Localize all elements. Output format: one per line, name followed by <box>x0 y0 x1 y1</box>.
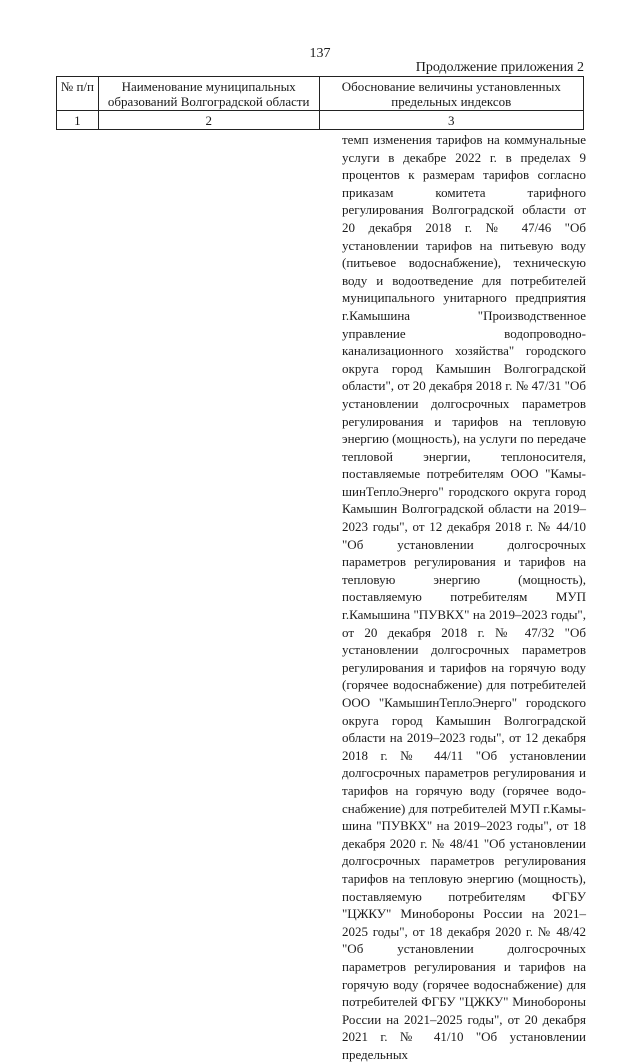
column-number-2: 2 <box>98 111 319 130</box>
header-justification: Обоснование величины установленных предельных индексов <box>319 77 583 111</box>
table-header-row <box>57 77 584 111</box>
header-number: № п/п <box>57 77 99 111</box>
header-table <box>56 76 584 130</box>
continuation-label: Продолжение приложения 2 <box>415 60 584 75</box>
page-number: 137 <box>309 46 331 61</box>
header-municipality: Наименование муниципальных образований Волгоградской области <box>98 77 319 111</box>
justification-text: темп изменения тарифов на коммунальные услуги в декабре 2022 г. в пределах 9 процентов к размерам тарифов согласно приказам комитета тарифного регулирования Волгоградской области от 20 декабря 2018 г. № 47/46 "Об установлении тарифов на питьевую воду (питьевое водоснабжение), техническую воду и водоотведение для потребителей муниципального унитарного предприятия г.Камышина "Производственное управление водопроводно-канализационного хозяйства" городского округа город Камышин Волгоградской области", от 20 декабря 2018 г. № 47/31 "Об установлении долгосрочных параметров регулирования и тарифов на тепловую энергию (мощность), на услуги по передаче тепловой энергии, теплоносителя, поставляемые потребителям ООО "КамышинТеплоЭнерго" городского округа город Камышин Волгоградской области на 2019–2023 годы", от 12 декабря 2018 г. № 44/10 "Об установлении долгосрочных параметров регулирования и тарифов на тепловую энергию (мощность), поставляемую потребителям МУП г.Камышина "ПУВКХ" на 2019–2023 годы", от 20 декабря 2018 г. № 47/32 "Об установлении долгосрочных параметров регулирования и тарифов на горячую воду (горячее водоснабжение) для потребителей ООО "КамышинТеплоЭнерго" городского округа город Камышин Волгоградской области на 2019–2023 годы", от 12 декабря 2018 г. № 44/11 "Об установлении долгосрочных параметров регулирования и тарифов на горячую воду (горячее водоснабжение) для потребителей МУП г.Камышина "ПУВКХ" на 2019–2023 годы", от 18 декабря 2020 г. № 48/41 "Об установлении долгосрочных параметров регулирования тарифов на тепловую энергию (мощность), поставляемую потребителям ФГБУ "ЦЖКУ" Минобороны России на 2021–2025 годы", от 18 декабря 2020 г. № 48/42 "Об установлении долгосрочных параметров регулирования и тарифов на горячую воду (горячее водоснабжение) для потребителей ФГБУ "ЦЖКУ" Минобороны России на 2021–2025 годы", от 20 декабря 2021 г. № 41/10 "Об установлении предельных <box>342 132 586 1062</box>
column-number-3: 3 <box>319 111 583 130</box>
table-number-row <box>57 111 584 130</box>
column-number-1: 1 <box>57 111 99 130</box>
